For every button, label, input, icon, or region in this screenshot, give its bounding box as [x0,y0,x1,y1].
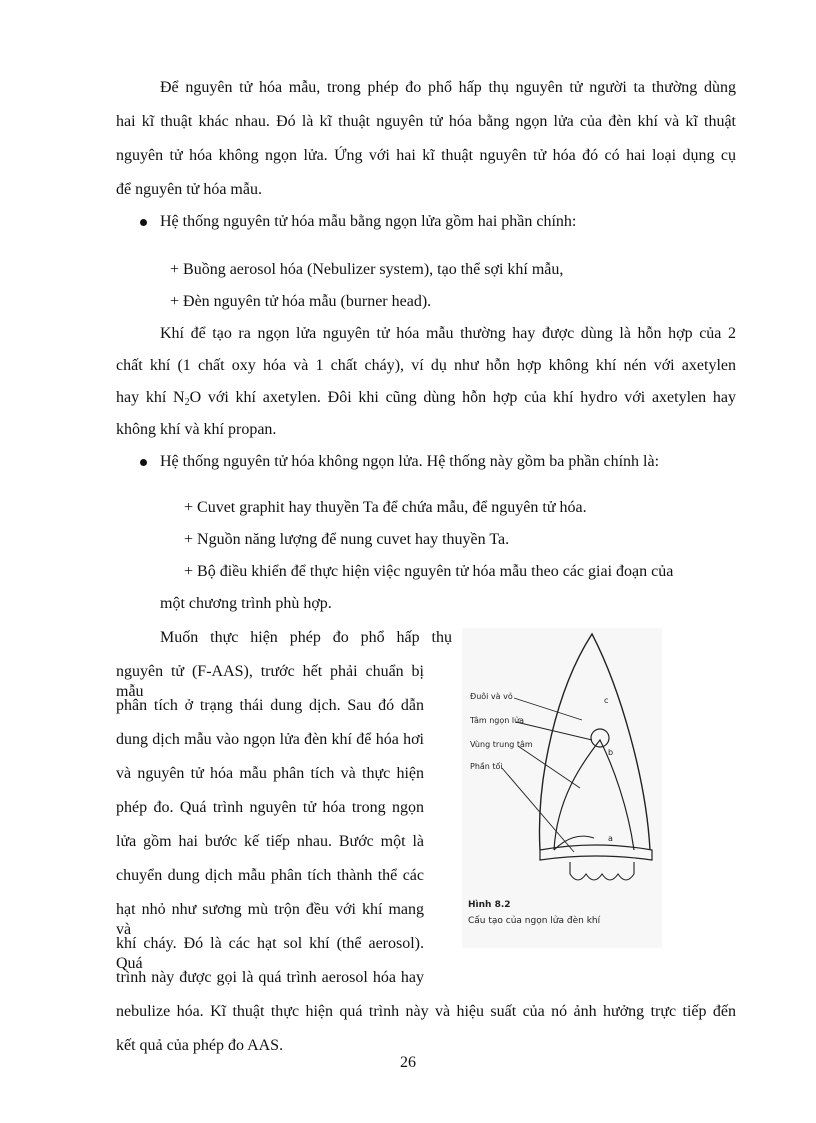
paragraph-2-line-3-a: hay khí N [116,389,185,406]
paragraph-2-line-2: chất khí (1 chất oxy hóa và 1 chất cháy), ví dụ như hỗn hợp không khí nén với axetylen [116,357,736,374]
paragraph-1-line-3: nguyên tử hóa không ngọn lửa. Ứng với hai kĩ thuật nguyên tử hóa đó có hai loại dụng cụ [116,147,736,164]
label-phan-toi: Phần tối [470,762,503,771]
paragraph-3-line-13: kết quả của phép đo AAS. [116,1037,284,1054]
paragraph-3-line-3: phân tích ở trạng thái dung dịch. Sau đó dẫn [116,697,424,714]
figure-caption: Cấu tạo của ngọn lửa đèn khí [468,916,601,926]
label-tam-ngon-lua: Tâm ngọn lửa [470,716,525,725]
paragraph-3-line-2: nguyên tử (F-AAS), trước hết phải chuẩn bị mẫu [116,663,424,700]
label-a: a [608,834,613,843]
paragraph-3-line-10: khí cháy. Đó là các hạt sol khí (thể aerosol). Quá [116,935,424,972]
paragraph-3-line-8: chuyển dung dịch mẫu phân tích thành thể các [116,867,424,884]
paragraph-3-line-1: Muốn thực hiện phép đo phổ hấp thụ [160,629,452,646]
bullet-2-item-2: + Nguồn năng lượng để nung cuvet hay thuyền Ta. [184,531,510,548]
paragraph-1-line-4: để nguyên tử hóa mẫu. [116,181,262,198]
paragraph-1-line-1: Để nguyên tử hóa mẫu, trong phép đo phổ hấp thụ nguyên tử người ta thường dùng [160,79,736,96]
paragraph-3-line-9: hạt nhỏ như sương mù trộn đều với khí mang và [116,901,424,938]
label-b: b [608,748,614,757]
bullet-dot [140,459,147,466]
paragraph-2-line-3-b: O với khí axetylen. Đôi khi cũng dùng hỗn hợp của khí hydro với axetylen hay [189,389,736,406]
figure-caption-title: Hình 8.2 [468,900,511,910]
bullet-1-item-2: + Đèn nguyên tử hóa mẫu (burner head). [170,293,432,310]
label-c: c [604,696,609,705]
paragraph-1-line-2: hai kĩ thuật khác nhau. Đó là kĩ thuật nguyên tử hóa bằng ngọn lửa của đèn khí và kĩ thuật [116,113,736,130]
paragraph-3-line-7: lửa gồm hai bước kế tiếp nhau. Bước một là [116,833,424,850]
paragraph-3-line-11: trình này được gọi là quá trình aerosol hóa hay [116,969,424,986]
paragraph-3-line-4: dung dịch mẫu vào ngọn lửa đèn khí để hóa hơi [116,731,424,748]
paragraph-2-line-4: không khí và khí propan. [116,421,277,438]
paragraph-2-line-1: Khí để tạo ra ngọn lửa nguyên tử hóa mẫu thường hay được dùng là hỗn hợp của 2 [160,325,736,342]
bullet-2-text: Hệ thống nguyên tử hóa không ngọn lửa. Hệ thống này gồm ba phần chính là: [160,453,660,470]
paragraph-3-line-6: phép đo. Quá trình nguyên tử hóa trong ngọn [116,799,424,816]
subscript-2: 2 [184,397,190,408]
bullet-2-item-3: + Bộ điều khiển để thực hiện việc nguyên tử hóa mẫu theo các giai đoạn của [184,563,674,580]
label-vung-trung-tam: Vùng trung tâm [470,740,533,749]
flame-structure-figure [462,628,662,948]
bullet-2-item-3-continued: một chương trình phù hợp. [160,595,332,612]
label-duoi-va-vo: Đuôi và vỏ [470,692,513,701]
page-number: 26 [400,1054,416,1071]
paragraph-3-line-5: và nguyên tử hóa mẫu phân tích và thực hiện [116,765,424,782]
bullet-1-item-1: + Buồng aerosol hóa (Nebulizer system), tạo thể sợi khí mẫu, [170,261,564,278]
bullet-2-item-1: + Cuvet graphit hay thuyền Ta để chứa mẫu, để nguyên tử hóa. [184,499,587,516]
paragraph-3-line-12: nebulize hóa. Kĩ thuật thực hiện quá trình này và hiệu suất của nó ảnh hưởng trực tiếp đến [116,1003,736,1020]
bullet-1-text: Hệ thống nguyên tử hóa mẫu bằng ngọn lửa gồm hai phần chính: [160,213,577,230]
paragraph-2-line-3 [116,388,736,410]
bullet-dot [140,219,147,226]
